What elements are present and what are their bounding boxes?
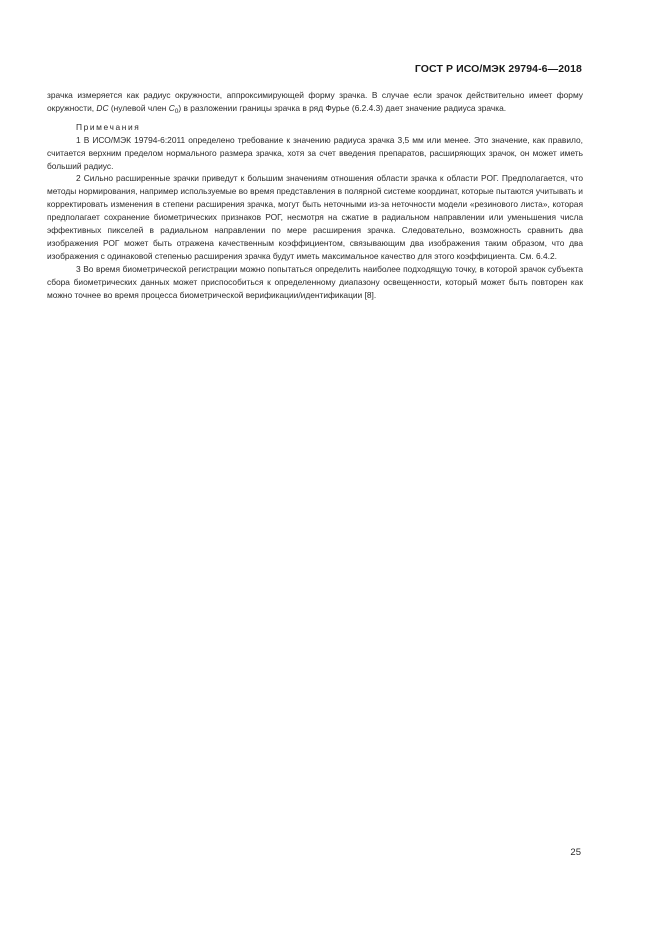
paragraph-text-c: ) в разложении границы зрачка в ряд Фурье (6.2.4.3) дает значение радиуса зрачка. [178,102,507,113]
page-number: 25 [570,847,581,858]
c-term: C [168,102,175,113]
note-3: 3 Во время биометрической регистрации можно попытаться определить наиболее подходящую точку, в которой зрачок субъекта сбора биометрических данных может приспособиться к определенному диапазону освещенности, который может быть повторен как можно точнее во время процесса биометрической верификации/идентификации [8]. [47,263,583,300]
document-header-title: ГОСТ Р ИСО/МЭК 29794-6—2018 [414,63,582,75]
notes-heading: Примечания [76,121,141,132]
paragraph-text-a: зрачка измеряется как радиус окружности, аппроксимирующей форму зрачка. В случае если зрачок действительно имеет форму окружности, [47,90,583,113]
note-1: 1 В ИСО/МЭК 19794-6:2011 определено требование к значению радиуса зрачка 3,5 мм или менее. Это значение, как правило, считается верхним пределом нормального размера зрачка, хотя за счет введения препаратов, расширяющих зрачок, он может иметь больший радиус. [47,134,583,171]
note-2: 2 Сильно расширенные зрачки приведут к большим значениям отношения области зрачка к области РОГ. Предполагается, что методы нормирования, например используемые во время представления в полярной системе координат, которые пытаются учитывать и корректировать изменения в степени расширения зрачка, могут быть неточными из-за неточности модели «резинового листа», которая предполагает сохранение биометрических признаков РОГ, несмотря на сжатие в радиальном направлении или уменьшения числа эффективных пикселей в радиальном направлении по мере расширения зрачка. Следовательно, возможность сравнить два изображения РОГ может быть отражена качественным коэффициентом, связывающим два изображения таким образом, что два изображения с одинаковой степенью расширения зрачка будут иметь максимальное качество для этого коэффициента. См. 6.4.2. [47,173,583,261]
paragraph-text-b: (нулевой член [108,102,169,113]
dc-term: DC [96,102,109,113]
document-body [47,89,583,302]
c-subscript: 0 [174,107,179,115]
paragraph-pupil-radius [47,89,583,119]
